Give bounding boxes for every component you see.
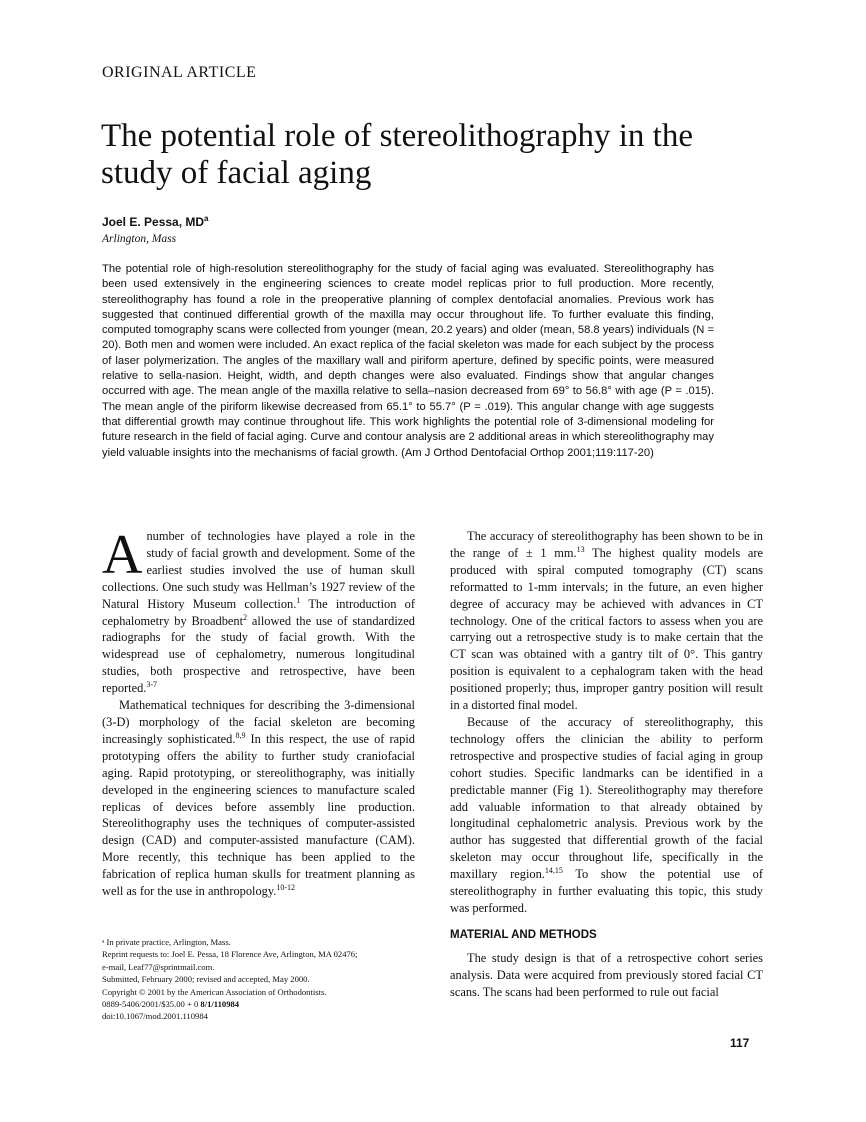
page-number: 117	[730, 1036, 750, 1050]
intro-paragraph-2	[102, 697, 415, 900]
text-run: Mathematical techniques for describing the 3-dimensional (3-D) morphology of the facial skeleton are becoming increasingly sophisticated.	[102, 698, 415, 746]
abstract: The potential role of high-resolution stereolithography for the study of facial aging was evaluated. Stereolithography has been used extensively in the engineering sciences to create model replicas prior to full production. More recently, stereolithography has found a role in the preoperative planning of complex dentofacial anomalies. Previous work has suggested that continued differential growth of the maxilla may occur throughout life. To further evaluate this finding, computed tomography scans were collected from younger (mean, 20.2 years) and older (mean, 58.8 years) individuals (N = 20). Both men and women were included. An exact replica of the facial skeleton was made for each subject by the process of laser polymerization. The angles of the maxillary wall and piriform aperture, defined by specific points, were measured relative to sella-nasion. Height, width, and depth changes were also evaluated. Findings show that angular changes occurred with age. The mean angle of the maxilla relative to sella–nasion decreased from 69° to 56.8° with age (P = .015). The mean angle of the piriform likewise decreased from 65.1° to 55.7° (P = .019). This angular change with age suggests that differential growth may continue throughout life. This work highlights the potential role of 3-dimensional modeling for future research in the field of facial aging. Curve and contour analysis are 2 additional areas in which stereolithography may yield valuable insights into the mechanisms of facial growth. (Am J Orthod Dentofacial Orthop 2001;119:117-20)	[102, 263, 714, 459]
author-line	[102, 214, 209, 229]
text-run: To show the potential use of stereolithography in further evaluating this topic, this study was performed.	[450, 867, 763, 915]
section-heading-methods: MATERIAL AND METHODS	[450, 928, 597, 941]
body-paragraph-accuracy	[450, 528, 763, 714]
author-location: Arlington, Mass	[102, 233, 177, 245]
section-label: ORIGINAL ARTICLE	[102, 64, 257, 81]
citation-ref[interactable]: 3-7	[146, 680, 158, 690]
issn-code: 8/1/110984	[200, 999, 240, 1010]
issn-text: 0889-5406/2001/$35.00 + 0	[102, 999, 201, 1010]
footnote-issn	[102, 998, 432, 1010]
text-run: The highest quality models are produced with spiral computed tomography (CT) scans reformatted to 1-mm intervals; in the future, an even higher degree of accuracy may be achieved with advances in CT technology. One of the critical factors to assess when you are carrying out a retrospective study is to make certain that the CT scan was obtained with a gantry tilt of 0°. This gantry position is equivalent to a cephalogram taken with the head positioned properly; thus, improper gantry position will result in a distorted final model.	[450, 545, 763, 713]
drop-cap: A	[102, 524, 143, 586]
author-name: Joel E. Pessa, MD	[102, 215, 205, 229]
text-run: The accuracy of stereolithography has been shown to be in the range of ± 1 mm.	[450, 529, 763, 560]
citation-ref[interactable]: 1	[296, 595, 301, 605]
citation-ref[interactable]: 10-12	[276, 882, 296, 892]
author-affiliation-mark: a	[204, 214, 209, 223]
body-paragraph-methods: The study design is that of a retrospective cohort series analysis. Data were acquired from previously stored facial CT scans. The scans had been performed to rule out facial	[450, 950, 763, 999]
footnote-submitted: Submitted, February 2000; revised and accepted, May 2000.	[102, 974, 310, 985]
text-run: In this respect, the use of rapid prototyping offers the ability to further study craniofacial aging. Rapid prototyping, or stereolithography, was initially developed in the engineering sciences to manufacture scaled replicas of devices before assembly line production. Stereolithography uses the techniques of computer-assisted design (CAD) and computer-assisted manufacture (CAM). More recently, this technique has been applied to the fabrication of replica human skulls for treatment planning as well as for the use in anthropology.	[102, 731, 415, 899]
citation-ref[interactable]: 2	[243, 612, 248, 622]
citation-ref[interactable]: 13	[576, 544, 585, 554]
footnotes	[102, 936, 432, 1023]
citation-ref[interactable]: 8,9	[235, 730, 246, 740]
text-run: The introduction of cephalometry by Broadbent	[102, 596, 415, 628]
footnote-doi[interactable]: doi:10.1067/mod.2001.110984	[102, 1011, 208, 1022]
right-column	[450, 528, 763, 1000]
citation-ref[interactable]: 14,15	[544, 866, 563, 875]
text-run: number of technologies have played a role in the study of facial growth and development. Some of the earliest studies involved the use of human skull collections. One such study was Hellman’s 1927 review of the Natural History Museum collection.	[102, 529, 415, 611]
footnote-reprint: Reprint requests to: Joel E. Pessa, 18 Florence Ave, Arlington, MA 02476;	[102, 949, 358, 960]
text-run: Because of the accuracy of stereolithography, this technology offers the clinician the ability to perform retrospective and prospective studies of facial aging in group cohort studies. Specific landmarks can be identified in a predictable manner (Fig 1). Stereolithography may therefore add valuable information to that already obtained by longitudinal cephalometric analysis. Previous work by the author has suggested that differential growth of the facial skeleton may occur throughout life, specifically in the maxillary region.	[450, 714, 763, 882]
body-paragraph-technology	[450, 714, 763, 917]
footnote-copyright: Copyright © 2001 by the American Association of Orthodontists.	[102, 986, 327, 997]
intro-paragraph-1	[102, 524, 415, 697]
footnote-affiliation: ᵃ In private practice, Arlington, Mass.	[102, 937, 231, 947]
text-run: allowed the use of standardized radiographs for the study of facial growth. With the widespread use of cephalometry, numerous longitudinal studies, both prospective and retrospective, have been reported.	[102, 613, 415, 696]
article-title: The potential role of stereolithography in the study of facial aging	[101, 118, 693, 191]
footnote-email[interactable]: e-mail, Leaf77@sprintmail.com.	[102, 961, 215, 972]
left-column	[102, 524, 415, 900]
